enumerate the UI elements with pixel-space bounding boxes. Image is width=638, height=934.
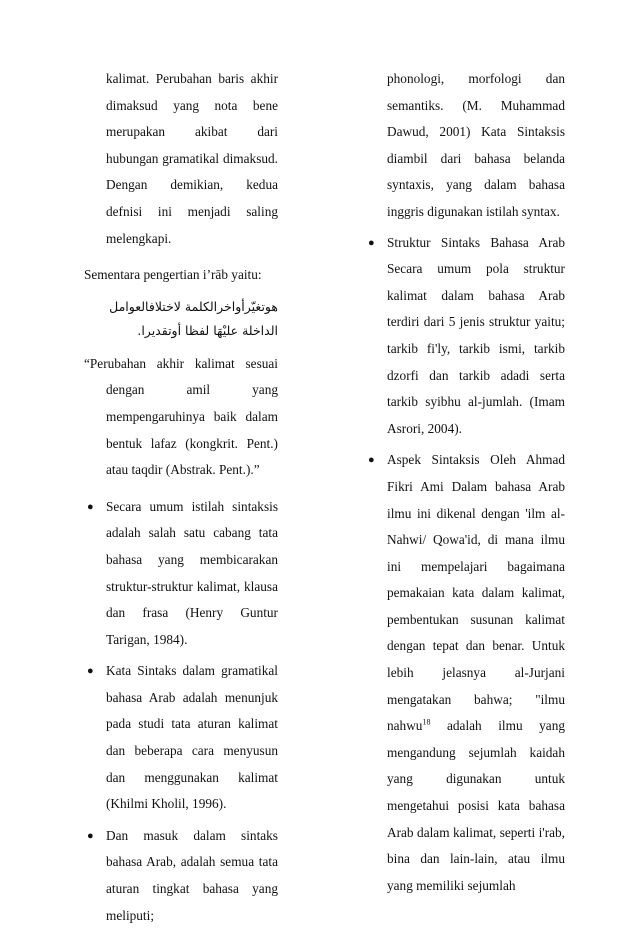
list-item xyxy=(84,823,278,929)
arabic-definition: هوتغيّرأواخرالكلمة لاختلافالعوامل الداخلة عليْهَا لفظا أوتقديرا. xyxy=(109,298,278,338)
list-item-text: Secara umum istilah sintaksis adalah salah satu cabang tata bahasa yang membicarakan struktur-struktur kalimat, klausa dan frasa (Henry Guntur Tarigan, 1984). xyxy=(106,498,278,647)
spacer xyxy=(84,484,278,494)
spacer xyxy=(84,252,278,262)
list-item-text-part: adalah ilmu yang mengandung sejumlah kaidah yang digunakan untuk mengetahui posisi kata bahasa Arab dalam kalimat, seperti i'rab, bina dan lain-lain, atau ilmu yang memiliki sejumlah xyxy=(387,718,565,893)
list-item xyxy=(84,494,278,654)
list-item xyxy=(365,230,565,443)
continued-paragraph: kalimat. Perubahan baris akhir dimaksud yang nota bene merupakan akibat dari hubungan gramatikal dimaksud. Dengan demikian, kedua defnisi ini menjadi saling melengkapi. xyxy=(106,71,278,246)
left-column xyxy=(84,66,278,934)
list-item-text: Kata Sintaks dalam gramatikal bahasa Arab adalah menunjuk pada studi tata aturan kalimat dan beberapa cara menyusun dan menggunakan kalimat (Khilmi Kholil, 1996). xyxy=(106,663,278,812)
list-item xyxy=(84,658,278,818)
list-item xyxy=(365,447,565,899)
list-item-text: Dan masuk dalam sintaks bahasa Arab, adalah semua tata aturan tingkat bahasa yang meliputi; xyxy=(106,827,278,923)
list-item-text-part: Aspek Sintaksis Oleh Ahmad Fikri Ami Dalam bahasa Arab ilmu ini dikenal dengan 'ilm al-Nahwi/ Qowa'id, di mana ilmu ini mempelajari bagaimana pemakaian kata dalam kalimat, pembentukan susunan kalimat dengan tepat dan benar. Untuk lebih jelasnya al-Jurjani mengatakan bahwa; "ilmu nahwu xyxy=(387,452,565,734)
bullet-icon: ● xyxy=(87,665,94,678)
bullet-icon: ● xyxy=(368,454,375,467)
bullet-icon: ● xyxy=(87,829,94,842)
list-item-text xyxy=(387,452,565,893)
quote-paragraph: “Perubahan akhir kalimat sesuai dengan amil yang mempengaruhinya baik dalam bentuk lafaz (kongkrit. Pent.) atau taqdir (Abstrak. Pent.).” xyxy=(84,355,278,478)
list-item-text: Struktur Sintaks Bahasa Arab Secara umum pola struktur kalimat dalam bahasa Arab terdiri dari 5 jenis struktur yaitu; tarkib fi'ly, tarkib ismi, tarkib dzorfi dan tarkib adadi serta tarkib syibhu al-jumlah. (Imam Asrori, 2004). xyxy=(387,234,565,436)
bullet-icon: ● xyxy=(87,500,94,513)
footnote-marker[interactable]: 18 xyxy=(422,717,431,727)
irab-intro: Sementara pengertian i’rāb yaitu: xyxy=(84,267,262,283)
left-bullet-list xyxy=(84,494,278,930)
right-bullet-list xyxy=(365,230,565,900)
right-column xyxy=(365,66,565,904)
continued-paragraph: phonologi, morfologi dan semantiks. (M. Muhammad Dawud, 2001) Kata Sintaksis diambil dari bahasa belanda syntaxis, yang dalam bahasa inggris digunakan istilah syntax. xyxy=(387,71,565,219)
bullet-icon: ● xyxy=(368,236,375,249)
